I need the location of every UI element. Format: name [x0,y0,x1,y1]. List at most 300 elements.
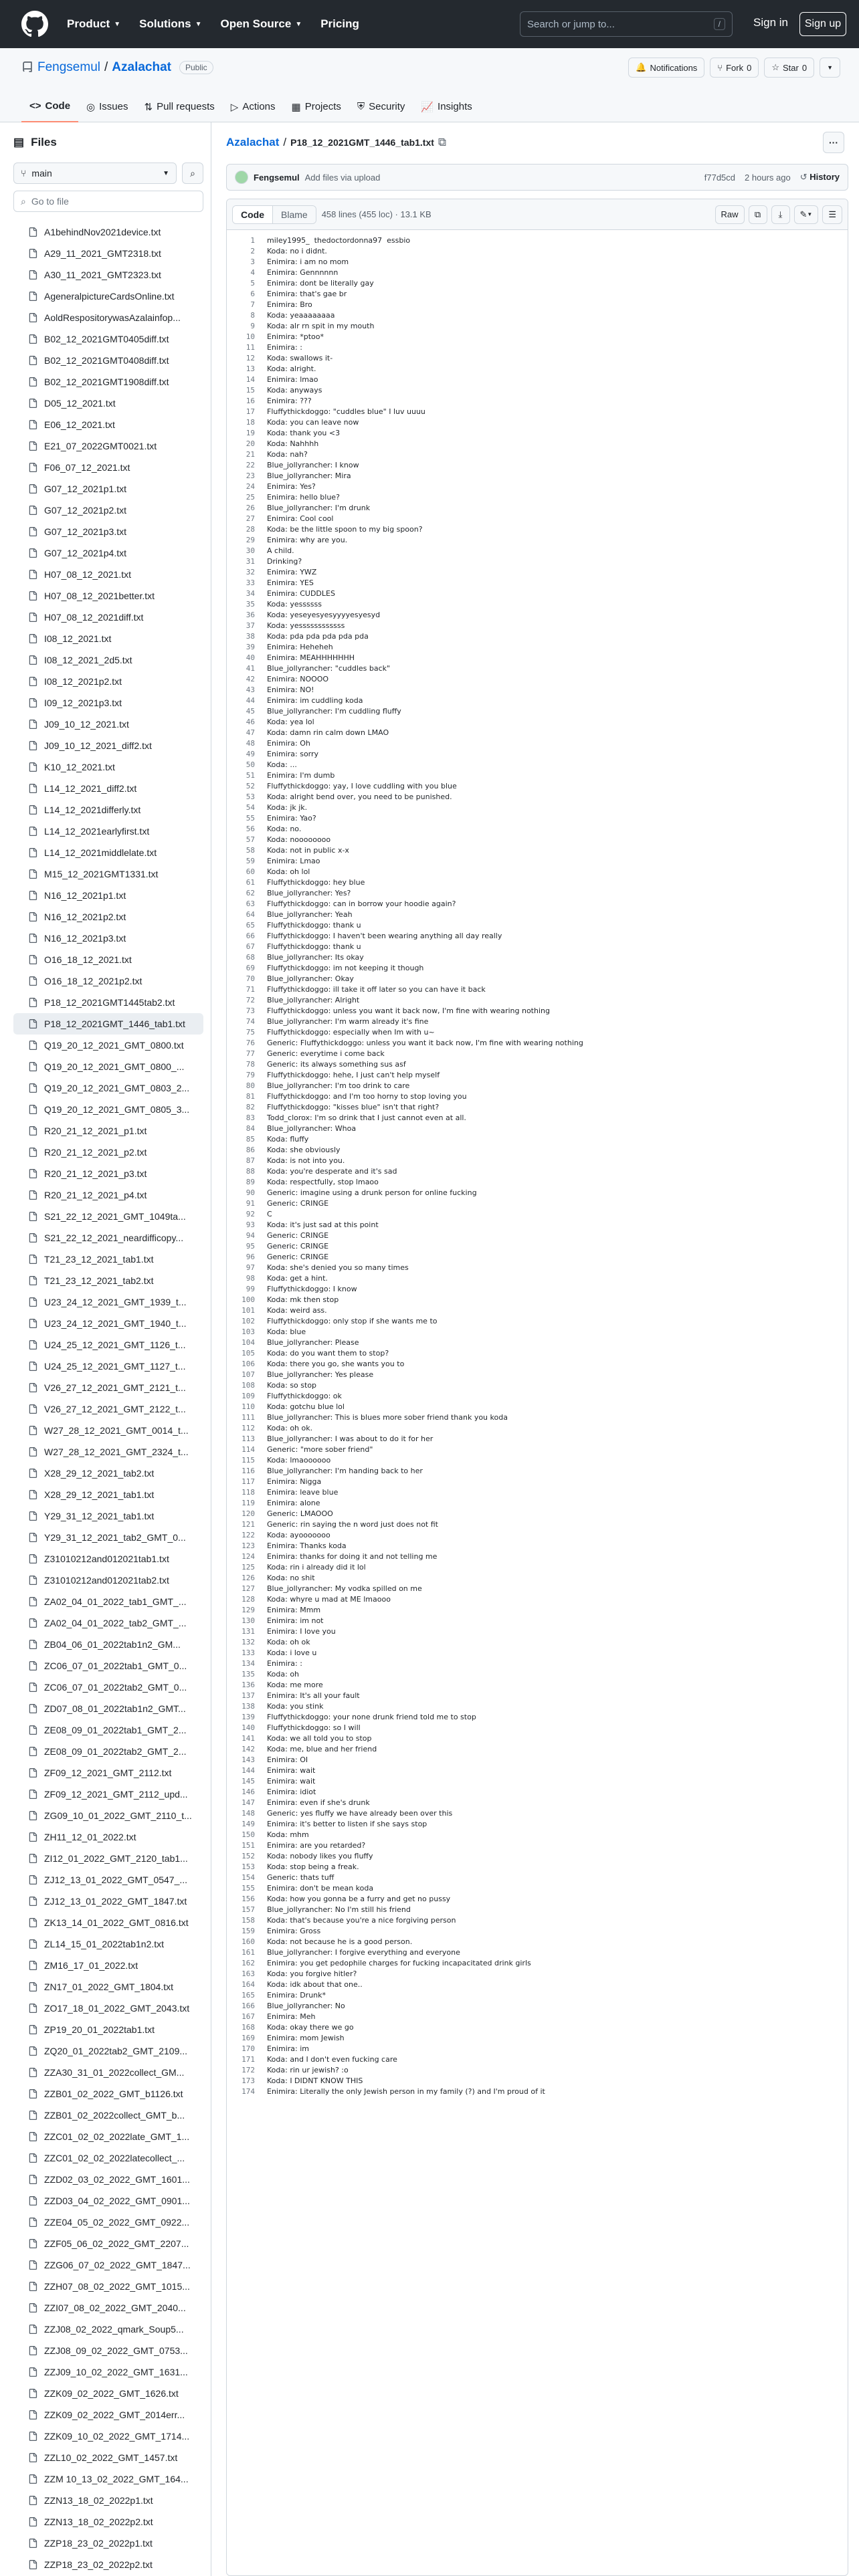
file-tree-item[interactable] [13,2105,203,2126]
line-number[interactable]: 28 [246,525,255,534]
file-tree-item[interactable] [13,1077,203,1099]
line-number[interactable]: 172 [242,2066,255,2074]
line-number[interactable]: 60 [246,867,255,876]
line-number[interactable]: 86 [246,1146,255,1154]
line-number[interactable]: 15 [246,386,255,395]
file-tree-item[interactable] [13,2062,203,2083]
blame-view-button[interactable]: Blame [273,206,316,223]
line-number[interactable]: 162 [242,1959,255,1967]
line-number[interactable]: 11 [246,343,255,352]
star-button[interactable] [764,58,814,78]
line-number[interactable]: 77 [246,1049,255,1058]
line-number[interactable]: 96 [246,1253,255,1261]
line-number[interactable]: 52 [246,782,255,790]
line-number[interactable]: 137 [242,1691,255,1700]
file-tree-item[interactable] [13,457,203,478]
line-number[interactable]: 151 [242,1841,255,1850]
file-tree-item[interactable] [13,2340,203,2361]
line-number[interactable]: 99 [246,1285,255,1293]
file-tree-item[interactable] [13,2490,203,2511]
sidebar-toggle-icon[interactable]: ▤ [13,136,25,148]
line-number[interactable]: 94 [246,1231,255,1240]
tab-pull-requests[interactable] [136,91,222,122]
line-number[interactable]: 166 [242,2002,255,2010]
line-number[interactable]: 95 [246,1242,255,1251]
line-number[interactable]: 13 [246,364,255,373]
file-tree-item[interactable] [13,1377,203,1398]
file-tree-item[interactable] [13,1912,203,1933]
line-number[interactable]: 148 [242,1809,255,1818]
line-number[interactable]: 45 [246,707,255,716]
repo-owner-link[interactable]: Fengsemul [37,60,100,74]
line-number[interactable]: 156 [242,1895,255,1903]
file-tree-item[interactable] [13,1441,203,1463]
commit-message[interactable]: Add files via upload [304,172,381,183]
download-button[interactable] [771,205,790,224]
line-number[interactable]: 30 [246,546,255,555]
line-number[interactable]: 9 [250,322,255,330]
line-number[interactable]: 8 [250,311,255,320]
file-tree-item[interactable] [13,2169,203,2190]
line-number[interactable]: 108 [242,1381,255,1390]
line-number[interactable]: 93 [246,1220,255,1229]
line-number[interactable]: 159 [242,1927,255,1935]
raw-button[interactable]: Raw [715,205,745,224]
line-number[interactable]: 90 [246,1188,255,1197]
file-tree-item[interactable] [13,863,203,885]
line-number[interactable]: 14 [246,375,255,384]
file-tree-item[interactable] [13,478,203,500]
fork-button[interactable] [710,58,759,78]
line-number[interactable]: 84 [246,1124,255,1133]
file-tree-item[interactable] [13,1719,203,1741]
symbols-panel-button[interactable] [822,205,842,224]
line-number[interactable]: 68 [246,953,255,962]
line-number[interactable]: 69 [246,964,255,972]
line-number[interactable]: 74 [246,1017,255,1026]
line-number[interactable]: 48 [246,739,255,748]
search-input[interactable] [520,11,733,37]
notifications-button[interactable] [628,58,704,78]
line-number[interactable]: 73 [246,1006,255,1015]
line-number[interactable]: 3 [250,257,255,266]
line-number[interactable]: 118 [242,1488,255,1497]
line-number[interactable]: 79 [246,1071,255,1079]
file-tree-item[interactable] [13,2019,203,2040]
file-tree-item[interactable] [13,435,203,457]
line-number[interactable]: 43 [246,685,255,694]
line-number[interactable]: 129 [242,1606,255,1614]
line-number[interactable]: 101 [242,1306,255,1315]
line-number[interactable]: 18 [246,418,255,427]
file-tree-item[interactable] [13,1484,203,1505]
file-tree-item[interactable] [13,2126,203,2147]
line-number[interactable]: 56 [246,825,255,833]
line-number[interactable]: 105 [242,1349,255,1358]
sign-up-button[interactable]: Sign up [799,12,846,36]
line-number[interactable]: 119 [242,1499,255,1507]
repo-name-link[interactable]: Azalachat [112,60,171,74]
line-number[interactable]: 87 [246,1156,255,1165]
line-number[interactable]: 128 [242,1595,255,1604]
line-number[interactable]: 138 [242,1702,255,1711]
line-number[interactable]: 26 [246,504,255,512]
line-number[interactable]: 40 [246,653,255,662]
file-tree-item[interactable] [13,500,203,521]
line-number[interactable]: 63 [246,899,255,908]
line-number[interactable]: 54 [246,803,255,812]
file-tree-item[interactable] [13,1848,203,1869]
line-number[interactable]: 121 [242,1520,255,1529]
file-tree-item[interactable] [13,2297,203,2319]
line-number[interactable]: 19 [246,429,255,437]
file-tree-item[interactable] [13,1548,203,1570]
line-number[interactable]: 81 [246,1092,255,1101]
file-tree-item[interactable] [13,1142,203,1163]
commit-hash[interactable]: f77d5cd [704,172,736,183]
file-tree-item[interactable] [13,970,203,992]
file-tree-item[interactable] [13,2319,203,2340]
line-number[interactable]: 173 [242,2076,255,2085]
file-tree-item[interactable] [13,1206,203,1227]
tab-code[interactable] [21,91,78,122]
line-number[interactable]: 70 [246,974,255,983]
file-tree-item[interactable] [13,1698,203,1719]
line-number[interactable]: 139 [242,1713,255,1721]
file-tree-item[interactable] [13,2233,203,2254]
file-tree-item[interactable] [13,1035,203,1056]
file-tree-item[interactable] [13,2468,203,2490]
line-number[interactable]: 65 [246,921,255,930]
line-number[interactable]: 85 [246,1135,255,1144]
line-number[interactable]: 32 [246,568,255,576]
line-number[interactable]: 149 [242,1820,255,1828]
line-number[interactable]: 111 [242,1413,255,1422]
file-tree-item[interactable] [13,2040,203,2062]
line-number[interactable]: 92 [246,1210,255,1218]
file-tree-item[interactable] [13,906,203,928]
line-number[interactable]: 2 [250,247,255,255]
line-number[interactable]: 135 [242,1670,255,1679]
file-tree-item[interactable] [13,1334,203,1356]
file-tree-item[interactable] [13,564,203,585]
line-number[interactable]: 150 [242,1830,255,1839]
file-tree-item[interactable] [13,307,203,328]
file-tree-item[interactable] [13,778,203,799]
sign-in-link[interactable]: Sign in [753,16,788,29]
line-number[interactable]: 126 [242,1574,255,1582]
file-tree-item[interactable] [13,1655,203,1677]
file-tree-item[interactable] [13,1826,203,1848]
line-number[interactable]: 29 [246,536,255,544]
line-number[interactable]: 23 [246,471,255,480]
line-number[interactable]: 41 [246,664,255,673]
history-button[interactable] [800,172,840,183]
file-tree-item[interactable] [13,221,203,243]
file-tree-item[interactable] [13,1933,203,1955]
file-tree-item[interactable] [13,542,203,564]
line-number[interactable]: 171 [242,2055,255,2064]
file-tree-item[interactable] [13,1120,203,1142]
line-number[interactable]: 49 [246,750,255,758]
file-tree-item[interactable] [13,692,203,714]
line-number[interactable]: 12 [246,354,255,362]
file-tree-item[interactable] [13,350,203,371]
line-number[interactable]: 136 [242,1681,255,1689]
file-tree-item[interactable] [13,1356,203,1377]
line-number[interactable]: 71 [246,985,255,994]
line-number[interactable]: 80 [246,1081,255,1090]
file-tree-item[interactable] [13,799,203,821]
file-tree-item[interactable] [13,1056,203,1077]
tab-projects[interactable] [284,91,349,122]
file-tree-item[interactable] [13,714,203,735]
line-number[interactable]: 50 [246,760,255,769]
file-tree-item[interactable] [13,671,203,692]
line-number[interactable]: 88 [246,1167,255,1176]
commit-author[interactable]: Fengsemul [254,172,300,183]
file-tree-item[interactable] [13,1634,203,1655]
line-number[interactable]: 142 [242,1745,255,1753]
line-number[interactable]: 75 [246,1028,255,1037]
line-number[interactable]: 1 [250,236,255,245]
line-number[interactable]: 4 [250,268,255,277]
line-number[interactable]: 127 [242,1584,255,1593]
line-number[interactable]: 34 [246,589,255,598]
line-number[interactable]: 109 [242,1392,255,1400]
line-number[interactable]: 125 [242,1563,255,1572]
line-number[interactable]: 46 [246,718,255,726]
file-tree-item[interactable] [13,2361,203,2383]
star-dropdown-button[interactable] [820,58,840,78]
file-tree-item[interactable] [13,371,203,393]
file-tree-item[interactable] [13,264,203,286]
file-tree-item[interactable] [13,1741,203,1762]
file-tree-item[interactable] [13,1313,203,1334]
line-number[interactable]: 174 [242,2087,255,2096]
line-number[interactable]: 33 [246,578,255,587]
line-number[interactable]: 57 [246,835,255,844]
line-number[interactable]: 36 [246,611,255,619]
line-number[interactable]: 72 [246,996,255,1004]
file-tree-item[interactable] [13,1677,203,1698]
file-tree-item[interactable] [13,2254,203,2276]
line-number[interactable]: 20 [246,439,255,448]
line-number[interactable]: 42 [246,675,255,683]
line-number[interactable]: 78 [246,1060,255,1069]
line-number[interactable]: 154 [242,1873,255,1882]
line-number[interactable]: 62 [246,889,255,897]
line-number[interactable]: 145 [242,1777,255,1786]
file-tree-item[interactable] [13,628,203,649]
line-number[interactable]: 39 [246,643,255,651]
line-number[interactable]: 5 [250,279,255,288]
file-tree-item[interactable] [13,2083,203,2105]
line-number[interactable]: 132 [242,1638,255,1646]
file-tree-item[interactable] [13,243,203,264]
line-number[interactable]: 140 [242,1723,255,1732]
line-number[interactable]: 37 [246,621,255,630]
file-tree-item[interactable] [13,735,203,756]
file-tree-item[interactable] [13,1270,203,1291]
file-tree-item[interactable] [13,328,203,350]
line-number[interactable]: 169 [242,2034,255,2042]
line-number[interactable]: 144 [242,1766,255,1775]
line-number[interactable]: 123 [242,1541,255,1550]
line-number[interactable]: 146 [242,1788,255,1796]
more-options-button[interactable] [823,132,844,153]
line-number[interactable]: 143 [242,1755,255,1764]
tab-insights[interactable] [413,91,480,122]
nav-product[interactable] [67,17,120,31]
file-tree-item[interactable] [13,928,203,949]
file-tree-item[interactable] [13,949,203,970]
line-number[interactable]: 58 [246,846,255,855]
file-tree-item[interactable] [13,842,203,863]
breadcrumb-repo-link[interactable]: Azalachat [226,136,280,148]
copy-icon[interactable]: ⧉ [438,136,447,148]
file-tree-item[interactable] [13,756,203,778]
line-number[interactable]: 157 [242,1905,255,1914]
file-tree-item[interactable] [13,2383,203,2404]
line-number[interactable]: 89 [246,1178,255,1186]
file-tree-item[interactable] [13,1891,203,1912]
file-tree-item[interactable] [13,2190,203,2212]
file-tree-item[interactable] [13,1163,203,1184]
file-tree-item[interactable] [13,1249,203,1270]
line-number[interactable]: 122 [242,1531,255,1539]
line-number[interactable]: 102 [242,1317,255,1325]
line-number[interactable]: 53 [246,792,255,801]
line-number[interactable]: 7 [250,300,255,309]
file-tree-item[interactable] [13,885,203,906]
file-tree-item[interactable] [13,1612,203,1634]
line-number[interactable]: 115 [242,1456,255,1465]
line-number[interactable]: 164 [242,1980,255,1989]
file-tree-item[interactable] [13,2147,203,2169]
line-number[interactable]: 152 [242,1852,255,1860]
line-number[interactable]: 98 [246,1274,255,1283]
file-tree-item[interactable] [13,1591,203,1612]
line-number[interactable]: 97 [246,1263,255,1272]
file-tree-item[interactable] [13,585,203,607]
github-logo-icon[interactable] [21,11,48,37]
file-tree-item[interactable] [13,1998,203,2019]
file-tree-item[interactable] [13,992,203,1013]
file-tree-item[interactable] [13,1976,203,1998]
line-number[interactable]: 117 [242,1477,255,1486]
file-tree-item[interactable] [13,1570,203,1591]
line-number[interactable]: 133 [242,1648,255,1657]
line-number[interactable]: 51 [246,771,255,780]
file-tree-item[interactable] [13,2404,203,2426]
line-number[interactable]: 170 [242,2044,255,2053]
line-number[interactable]: 38 [246,632,255,641]
file-tree-item[interactable] [13,2426,203,2447]
line-number[interactable]: 161 [242,1948,255,1957]
file-tree-item[interactable] [13,393,203,414]
file-tree-item[interactable] [13,2511,203,2533]
line-number[interactable]: 22 [246,461,255,469]
file-tree-item[interactable] [13,1955,203,1976]
line-number[interactable]: 27 [246,514,255,523]
file-tree-item[interactable] [13,286,203,307]
line-number[interactable]: 31 [246,557,255,566]
file-tree-item[interactable] [13,521,203,542]
line-number[interactable]: 134 [242,1659,255,1668]
line-number[interactable]: 103 [242,1327,255,1336]
line-number[interactable]: 10 [246,332,255,341]
line-number[interactable]: 35 [246,600,255,609]
file-tree-item[interactable] [13,2554,203,2575]
tab-actions[interactable] [223,91,284,122]
file-tree-item[interactable] [13,1013,203,1035]
line-number[interactable]: 44 [246,696,255,705]
line-number[interactable]: 130 [242,1616,255,1625]
line-number[interactable]: 153 [242,1862,255,1871]
file-tree-item[interactable] [13,821,203,842]
line-number[interactable]: 59 [246,857,255,865]
line-number[interactable]: 163 [242,1969,255,1978]
line-number[interactable]: 124 [242,1552,255,1561]
file-tree-item[interactable] [13,414,203,435]
line-number[interactable]: 17 [246,407,255,416]
line-number[interactable]: 82 [246,1103,255,1111]
file-tree-item[interactable] [13,2533,203,2554]
line-number[interactable]: 6 [250,290,255,298]
file-tree-item[interactable] [13,1227,203,1249]
line-number[interactable]: 66 [246,932,255,940]
line-number[interactable]: 47 [246,728,255,737]
line-number[interactable]: 160 [242,1937,255,1946]
file-tree-item[interactable] [13,1184,203,1206]
line-number[interactable]: 155 [242,1884,255,1893]
nav-solutions[interactable] [139,17,201,31]
line-number[interactable]: 25 [246,493,255,502]
file-tree-item[interactable] [13,2212,203,2233]
tab-security[interactable] [349,91,413,122]
file-tree-item[interactable] [13,1099,203,1120]
line-number[interactable]: 116 [242,1467,255,1475]
file-tree-item[interactable] [13,1869,203,1891]
line-number[interactable]: 106 [242,1360,255,1368]
line-number[interactable]: 120 [242,1509,255,1518]
line-number[interactable]: 76 [246,1039,255,1047]
file-tree-item[interactable] [13,1463,203,1484]
line-number[interactable]: 55 [246,814,255,823]
avatar[interactable] [235,171,248,184]
line-number[interactable]: 131 [242,1627,255,1636]
nav-open-source[interactable] [221,17,302,31]
file-tree-item[interactable] [13,1527,203,1548]
line-number[interactable]: 107 [242,1370,255,1379]
file-search-button[interactable] [182,163,203,184]
file-tree-item[interactable] [13,2276,203,2297]
copy-raw-button[interactable] [749,205,767,224]
line-number[interactable]: 64 [246,910,255,919]
code-view-button[interactable]: Code [233,206,273,223]
file-tree-item[interactable] [13,649,203,671]
line-number[interactable]: 168 [242,2023,255,2032]
file-tree-item[interactable] [13,1762,203,1784]
line-number[interactable]: 141 [242,1734,255,1743]
line-number[interactable]: 114 [242,1445,255,1454]
line-number[interactable]: 110 [242,1402,255,1411]
file-tree-item[interactable] [13,2447,203,2468]
nav-pricing[interactable] [320,17,359,31]
line-number[interactable]: 16 [246,397,255,405]
go-to-file-input[interactable] [13,191,203,212]
